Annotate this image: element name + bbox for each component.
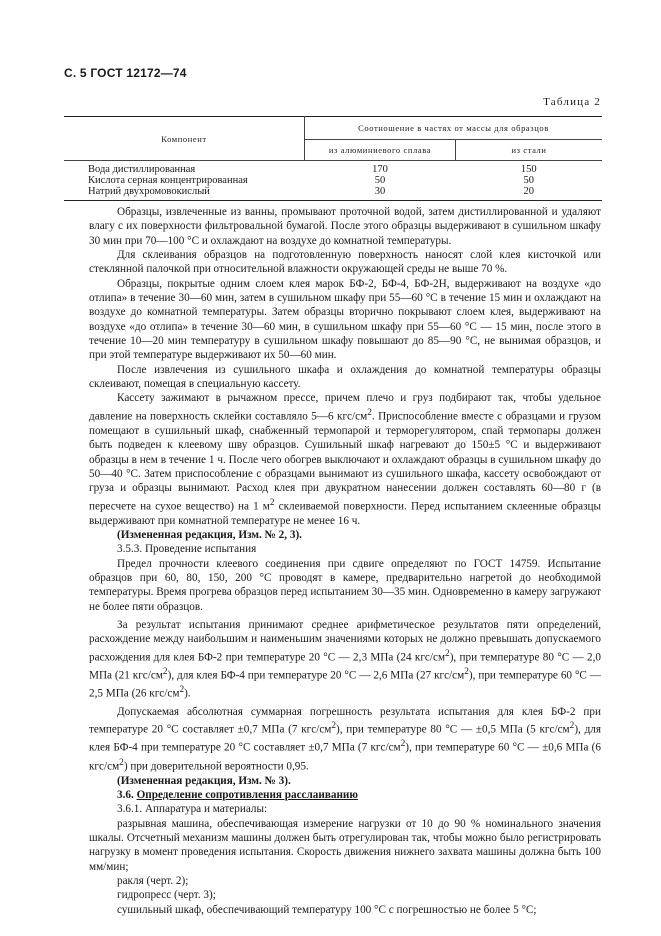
text-run: склеиваемой поверхности. Перед испытанием склеенные образцы выдерживают при комнатной температуре не менее 16 ч.: [89, 500, 601, 527]
body-text: [89, 205, 601, 917]
steel-value: 150: [520, 164, 537, 175]
superscript: 2: [162, 666, 168, 677]
component-name: Вода дистиллированная: [88, 164, 196, 175]
text-run: ), при температуре 60 °С — 2,5 МПа (26 кгс/см: [89, 669, 601, 700]
list-item: сушильный шкаф, обеспечивающий температуру 100 °С с погрешностью не более 5 °С;: [117, 903, 537, 916]
section-number: 3.6.: [117, 788, 137, 801]
column-header-steel: из стали: [456, 140, 603, 161]
component-name: Натрий двухромовокислый: [64, 186, 305, 201]
column-header-group: Соотношение в частях от массы для образцов: [305, 117, 603, 140]
text-run: Допускаемая абсолютная суммарная погрешность результата испытания для клея БФ-2 при температуре 20 °С составляет ±0,7 МПа (7 кгс/см: [89, 706, 601, 737]
table-caption: Таблица 2: [543, 96, 601, 108]
section-heading: 3.5.3. Проведение испытания: [117, 543, 257, 556]
column-header-aluminum: из алюминиевого сплава: [305, 140, 456, 161]
paragraph: После извлечения из сушильного шкафа и охлаждения до комнатной температуры образцы склеивают, помещая в специальную кассету.: [89, 363, 601, 391]
superscript: 2: [269, 497, 275, 508]
section-heading-3-6: [89, 788, 601, 802]
superscript: 2: [119, 757, 124, 768]
column-header-component: Компонент: [64, 117, 305, 161]
superscript: 2: [179, 684, 185, 695]
superscript: 2: [569, 721, 575, 732]
text-run: ).: [184, 687, 191, 700]
amendment-note: [89, 528, 601, 542]
component-name: Кислота серная концентрированная: [88, 175, 248, 186]
table-row: [64, 175, 602, 186]
amendment-text: (Измененная редакция, Изм. № 3).: [117, 774, 291, 787]
superscript: 2: [445, 648, 450, 659]
amendment-text: (Измененная редакция, Изм. № 2, 3).: [117, 529, 302, 542]
text-run: Кассету зажимают в рычажном прессе, причем плечо и груз подбирают так, чтобы удельное давление на поверхность склейки составляло 5—6 кгс/см: [89, 392, 601, 423]
text-run: ), для клея БФ-4 при температуре 20 °С составляет ±0,7 МПа (7 кгс/см: [89, 724, 601, 755]
section-title: Определение сопротивления расслаиванию: [136, 788, 358, 801]
list-item: гидропресс (черт. 3);: [117, 889, 216, 902]
text-run: ), при температуре 80 °С — ±0,5 МПа (5 кгс/см: [336, 724, 570, 737]
amendment-note: [89, 774, 601, 788]
aluminum-value: 50: [374, 175, 386, 186]
list-item: ракля (черт. 2);: [117, 875, 189, 887]
paragraph-cassette: [89, 391, 601, 528]
steel-value: 20: [456, 186, 603, 201]
table-row: [64, 186, 602, 201]
superscript: 2: [464, 666, 469, 677]
superscript: 2: [331, 721, 337, 732]
text-run: ) при доверительной вероятности 0,95.: [123, 760, 309, 773]
superscript: 2: [367, 407, 372, 418]
text-run: . Приспособление вместе с образцами и грузом помещают в сушильный шкаф, снабженный термопарой и терморегулятором, спай термопары должен быть подведен к клеевому шву образцов. Сушильный шкаф нагревают до 150±5 °С и выдерживают образцы в нем в течение 1 ч. После чего обогрев выключают и охлаждают образцы в сушильном шкафу до 50—40 °С. Затем приспособление с образцами вынимают из сушильного шкафа, кассету освобождают от груза и образцы вынимают. Расход клея при двукратном нанесении должен составлять 60—80 г (в пересчете на сухое вещество) на 1 м: [89, 410, 601, 513]
steel-value: 50: [523, 175, 534, 186]
composition-table: [64, 116, 602, 201]
aluminum-value: 30: [305, 186, 456, 201]
paragraph: разрывная машина, обеспечивающая измерение нагрузки от 10 до 90 % номинального значения шкалы. Отсчетный механизм машины должен быть отрегулирован так, чтобы можно было регистрировать нагрузку в момент проведения испытания. Скорость движения нижнего захвата машины должна быть 100 мм/мин;: [89, 817, 601, 873]
page-header: С. 5 ГОСТ 12172—74: [64, 66, 187, 80]
paragraph: Образцы, покрытые одним слоем клея марок БФ-2, БФ-4, БФ-2Н, выдерживают на воздухе «до отлипа» в течение 30—60 мин, затем в сушильном шкафу при 55—60 °С в течение 15 мин и охлаждают на воздухе до комнатной температуры. Затем образцы вторично покрывают слоем клея, выдерживают на воздухе «до отлипа» в течение 30—60 мин, в сушильном шкафу при 55—60 °С — 15 мин, после этого в течение 10—20 мин температуру в сушильном шкафу повышают до 85—90 °С, не вынимая образцов, и при этой температуре выдерживают их 50—60 мин.: [89, 277, 601, 362]
text-run: За результат испытания принимают среднее арифметическое результатов пяти определений, расхождение между наибольшим и наименьшим значениями которых не должно превышать допускаемого расхождения для клея БФ-2 при температуре 20 °С — 2,3 МПа (24 кгс/см: [89, 619, 601, 664]
table-row: [64, 161, 602, 176]
superscript: 2: [400, 739, 406, 750]
section-heading: 3.6.1. Аппаратура и материалы:: [117, 803, 268, 816]
paragraph: Предел прочности клеевого соединения при сдвиге определяют по ГОСТ 14759. Испытание образцов при 60, 80, 150, 200 °С проводят в камере, предварительно нагретой до необходимой температуры. Время прогрева образцов перед испытанием 30—35 мин. Одновременно в камеру загружают не более пяти образцов.: [89, 557, 601, 613]
text-run: ), для клея БФ-4 при температуре 20 °С — 2,6 МПа (27 кгс/см: [167, 669, 465, 682]
paragraph: Для склеивания образцов на подготовленную поверхность наносят слой клея кисточкой или стеклянной палочкой при относительной влажности окружающей среды не выше 70 %.: [89, 249, 601, 276]
paragraph-result: [89, 618, 601, 701]
aluminum-value: 170: [372, 164, 388, 175]
text-run: ), при температуре 80 °С — 2,0 МПа (21 кгс/см: [89, 651, 602, 682]
paragraph-error: [89, 705, 601, 774]
paragraph: Образцы, извлеченные из ванны, промывают проточной водой, затем дистиллированной и удаляют влагу с их поверхности фильтровальной бумагой. После этого образцы выдерживают в сушильном шкафу 30 мин при 70—100 °С и охлаждают на воздухе до комнатной температуры.: [89, 206, 601, 247]
text-run: ), при температуре 60 °С — ±0,6 МПа (6 кгс/см: [89, 742, 601, 773]
